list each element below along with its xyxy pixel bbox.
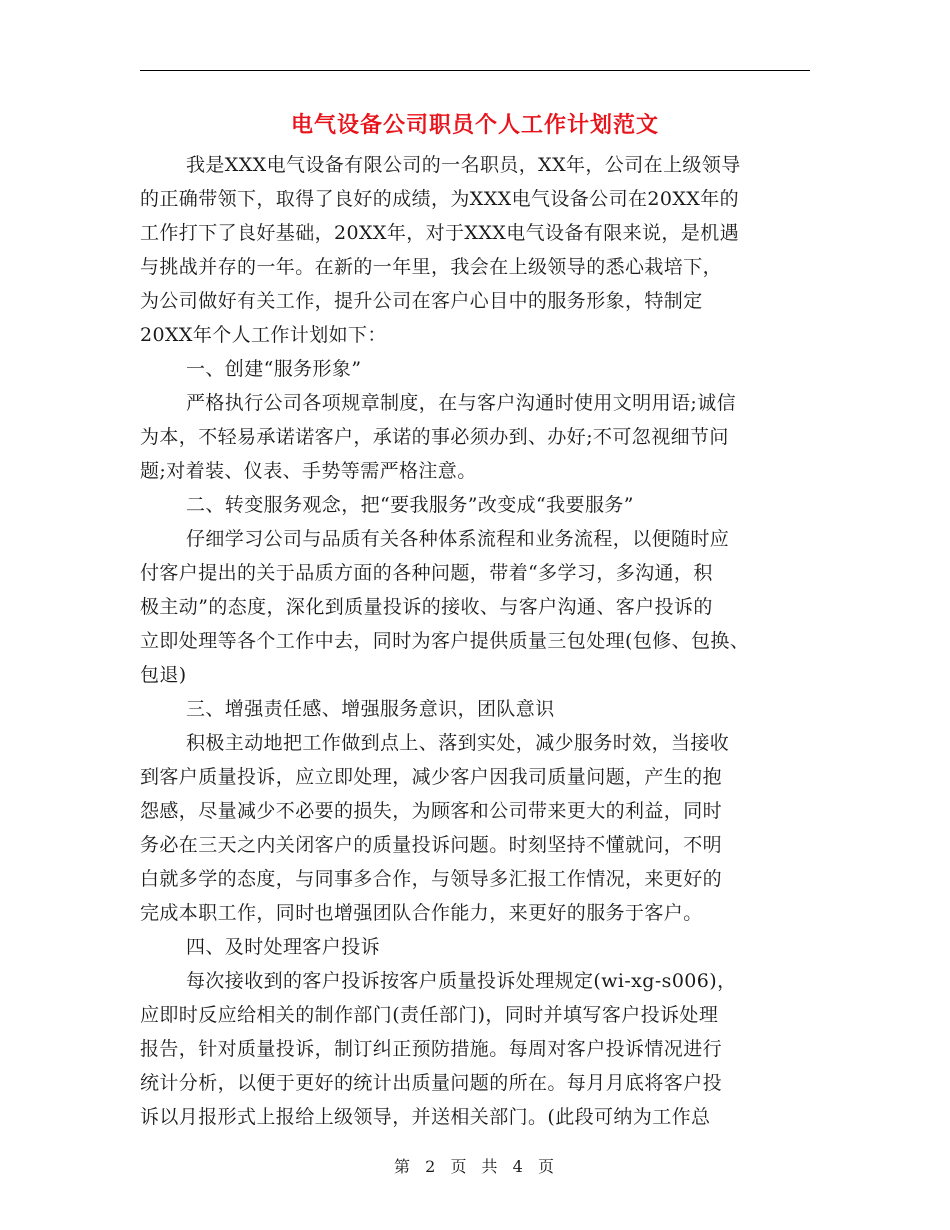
section-heading: 一、创建“服务形象” [186, 358, 362, 380]
body-line: 应即时反应给相关的制作部门(责任部门)，同时并填写客户投诉处理 [140, 1004, 719, 1026]
body-line: 报告，针对质量投诉，制订纠正预防措施。每周对客户投诉情况进行 [140, 1038, 723, 1060]
document-title: 电气设备公司职员个人工作计划范文 [290, 112, 659, 138]
body-line: 的正确带领下，取得了良好的成绩，为XXX电气设备公司在20XX年的 [140, 188, 740, 210]
body-line: 到客户质量投诉，应立即处理，减少客户因我司质量问题，产生的抱 [140, 766, 723, 788]
body-line: 积极主动地把工作做到点上、落到实处，减少服务时效，当接收 [186, 732, 730, 754]
body-line: 为本，不轻易承诺诺客户，承诺的事必须办到、办好;不可忽视细节问 [140, 426, 729, 448]
body-line: 白就多学的态度，与同事多合作，与领导多汇报工作情况，来更好的 [140, 868, 723, 890]
body-line: 仔细学习公司与品质有关各种体系流程和业务流程，以便随时应 [186, 528, 730, 550]
body-line: 每次接收到的客户投诉按客户质量投诉处理规定(wi-xg-s006)， [186, 970, 737, 992]
body-line: 严格执行公司各项规章制度，在与客户沟通时使用文明用语;诚信 [186, 392, 737, 414]
body-line: 题;对着装、仪表、手势等需严格注意。 [140, 460, 477, 482]
section-heading: 四、及时处理客户投诉 [186, 936, 381, 958]
current-page-number: 2 [425, 1157, 438, 1176]
page-label-prefix: 第 [394, 1157, 413, 1176]
body-line: 诉以月报形式上报给上级领导，并送相关部门。(此段可纳为工作总 [140, 1106, 711, 1128]
body-line: 务必在三天之内关闭客户的质量投诉问题。时刻坚持不懂就问，不明 [140, 834, 723, 856]
total-label: 共 [481, 1157, 500, 1176]
total-page-number: 4 [512, 1157, 525, 1176]
body-line: 为公司做好有关工作，提升公司在客户心目中的服务形象，特制定 [140, 290, 703, 312]
body-line: 立即处理等各个工作中去，同时为客户提供质量三包处理(包修、包换、 [140, 630, 750, 652]
body-line: 我是XXX电气设备有限公司的一名职员，XX年，公司在上级领导 [186, 154, 741, 176]
body-line: 20XX年个人工作计划如下： [140, 324, 387, 346]
body-line: 统计分析，以便于更好的统计出质量问题的所在。每月月底将客户投 [140, 1072, 723, 1094]
body-line: 包退) [140, 664, 187, 686]
body-line: 怨感，尽量减少不必要的损失，为顾客和公司带来更大的利益，同时 [140, 800, 723, 822]
page-footer [0, 1154, 950, 1177]
body-line: 与挑战并存的一年。在新的一年里，我会在上级领导的悉心栽培下， [140, 256, 723, 278]
page-label-suffix: 页 [537, 1157, 556, 1176]
body-line: 付客户提出的关于品质方面的各种问题，带着“多学习，多沟通，积 [140, 562, 713, 584]
document-body [140, 148, 814, 1134]
page-label-mid: 页 [450, 1157, 469, 1176]
section-heading: 三、增强责任感、增强服务意识，团队意识 [186, 698, 555, 720]
body-line: 极主动”的态度，深化到质量投诉的接收、与客户沟通、客户投诉的 [140, 596, 713, 618]
body-line: 工作打下了良好基础，20XX年，对于XXX电气设备有限来说，是机遇 [140, 222, 740, 244]
header-rule [140, 70, 810, 71]
body-line: 完成本职工作，同时也增强团队合作能力，来更好的服务于客户。 [140, 902, 703, 924]
section-heading: 二、转变服务观念，把“要我服务”改变成“我要服务” [186, 494, 634, 516]
